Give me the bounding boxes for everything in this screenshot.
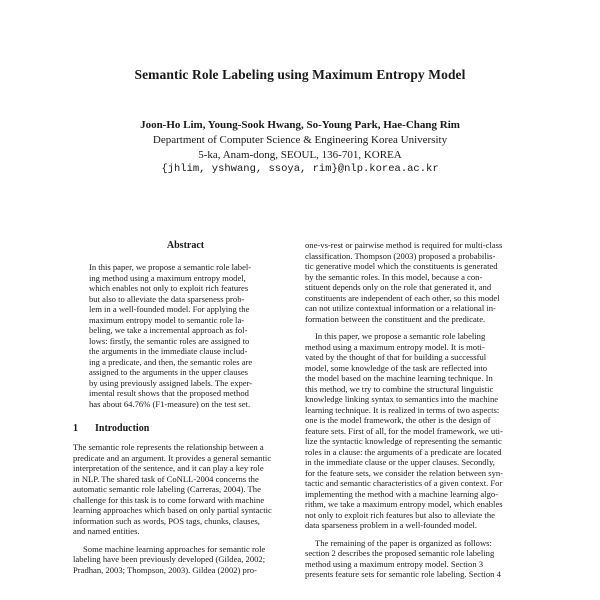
left-column — [73, 240, 298, 575]
text-line: tic generative model which the constituents is generated — [305, 261, 498, 271]
text-line: rithm, we take a maximum entropy model, which enables — [305, 499, 503, 509]
text-line: presents feature sets for semantic role labeling. Section 4 — [305, 569, 501, 579]
text-line: feature sets. First of all, for the model framework, we uti- — [305, 425, 503, 436]
author-list: Joon-Ho Lim, Young-Sook Hwang, So-Young Park, Hae-Chang Rim — [140, 119, 460, 131]
text-line: interpretation of the sentence, and it can play a key role — [73, 463, 264, 473]
right-column — [305, 240, 530, 580]
text-line: information such as words, POS tags, chunks, clauses, — [73, 515, 260, 526]
text-line: lize the syntactic knowledge of representing the semantic — [305, 436, 502, 446]
abstract-line: by using previously assigned labels. The exper- — [89, 377, 253, 388]
address: 5-ka, Anam-dong, SEOUL, 136-701, KOREA — [198, 149, 402, 161]
text-line: one is the model framework, the other is the design of — [305, 415, 491, 425]
text-line: learning technique. It is realized in terms of two aspects: — [305, 404, 500, 415]
abstract-line: imental result shows that the proposed method — [89, 388, 249, 398]
text-line: challenge for this task is to come forward with machine — [73, 494, 265, 505]
text-line: The semantic role represents the relationship between a — [73, 442, 264, 452]
abstract-line: the arguments in the immediate clause includ- — [89, 346, 248, 356]
text-line: tactic and semantic characteristics of a given context. For — [305, 478, 503, 488]
text-line: one-vs-rest or pairwise method is required for multi-class — [305, 240, 503, 250]
text-line: labeling have been previously developed (Gildea, 2002; — [73, 554, 266, 564]
text-line: constituents are independent of each other, so this model — [305, 292, 500, 303]
right-paragraph-3 — [305, 538, 530, 580]
text-line: by the semantic roles. In this model, because a con- — [305, 271, 483, 282]
intro-paragraph-1 — [73, 442, 298, 537]
abstract-line: ing method using a maximum entropy model, — [89, 272, 246, 283]
author-email: {jhlim, yshwang, ssoya, rim}@nlp.korea.ac.kr — [161, 163, 439, 175]
text-line: In this paper, we propose a semantic role labeling — [315, 331, 486, 341]
text-line: method using a maximum entropy model. It is moti- — [305, 341, 485, 352]
text-line: implementing the method with a machine learning algo- — [305, 488, 499, 499]
text-line: Pradhan, 2003; Thompson, 2003). Gildea (2002) pro- — [73, 564, 257, 575]
text-line: automatic semantic role labeling (Carreras, 2004). The — [73, 484, 261, 494]
abstract-line: lem in a well-founded model. For applying the — [89, 304, 250, 314]
text-line: method using a maximum entropy model. Section 3 — [305, 558, 484, 569]
text-line: stituent depends only on the role that generated it, and — [305, 282, 492, 292]
text-line: this method, we try to combine the structural linguistic — [305, 383, 494, 394]
text-line: data sparseness problem in a well-founded model. — [305, 520, 478, 530]
paper-title: Semantic Role Labeling using Maximum Entropy Model — [134, 67, 466, 82]
abstract-body — [73, 262, 298, 409]
text-line: and named entities. — [73, 526, 140, 536]
abstract-line: ing a predicate, and then, the semantic roles are — [89, 356, 253, 367]
abstract-line: In this paper, we propose a semantic role label- — [89, 262, 252, 272]
text-line: the model based on the machine learning technique. In — [305, 373, 493, 383]
abstract-line: has about 64.76% (F1-measure) on the test set. — [89, 398, 251, 409]
abstract-line: maximum entropy model to semantic role la- — [89, 314, 245, 325]
text-line: roles in a clause: the arguments of a predicate are located — [305, 446, 502, 457]
text-line: classification. Thompson (2003) proposed a probabilis- — [305, 250, 496, 261]
text-line: vated by the thought of that for building a successful — [305, 352, 487, 362]
text-line: not only to exploit rich features but also to alleviate the — [305, 509, 495, 520]
text-line: for the feature sets, we consider the relation between syn- — [305, 467, 504, 478]
right-paragraph-2 — [305, 331, 530, 531]
abstract-line: assigned to the arguments in the upper clauses — [89, 367, 249, 377]
abstract-line: which enables not only to exploit rich features — [89, 283, 249, 293]
text-line: formation between the constituent and the predicate. — [305, 313, 486, 324]
text-line: section 2 describes the proposed semantic role labeling — [305, 548, 495, 558]
text-line: Some machine learning approaches for semantic role — [83, 543, 266, 554]
text-line: in the immediate clause or the upper clauses. Secondly, — [305, 457, 495, 467]
text-line: The remaining of the paper is organized as follows: — [315, 537, 492, 548]
text-line: in NLP. The shared task of CoNLL-2004 concerns the — [73, 473, 259, 484]
abstract-line: lows: firstly, the semantic roles are assigned to — [89, 335, 250, 346]
introduction-heading — [73, 423, 298, 435]
text-line: learning approaches which based on only partial syntactic — [73, 505, 272, 515]
text-line: predicate and an argument. It provides a general semantic — [73, 452, 272, 463]
text-line: model, some knowledge of the task are reflected into — [305, 362, 488, 373]
text-line: can not utilize contextual information or a relational in- — [305, 303, 496, 313]
abstract-heading: Abstract — [166, 240, 205, 251]
section-number: 1 — [73, 423, 78, 434]
abstract-line: but also to alleviate the data sparseness prob- — [89, 293, 245, 304]
intro-paragraph-2 — [73, 544, 298, 576]
text-line: knowledge linking syntax to semantics into the machine — [305, 394, 499, 404]
section-title: Introduction — [95, 423, 150, 434]
affiliation: Department of Computer Science & Engineering Korea University — [152, 134, 448, 146]
right-paragraph-1 — [305, 240, 530, 324]
abstract-line: beling, we take a incremental approach as fol- — [89, 325, 248, 335]
